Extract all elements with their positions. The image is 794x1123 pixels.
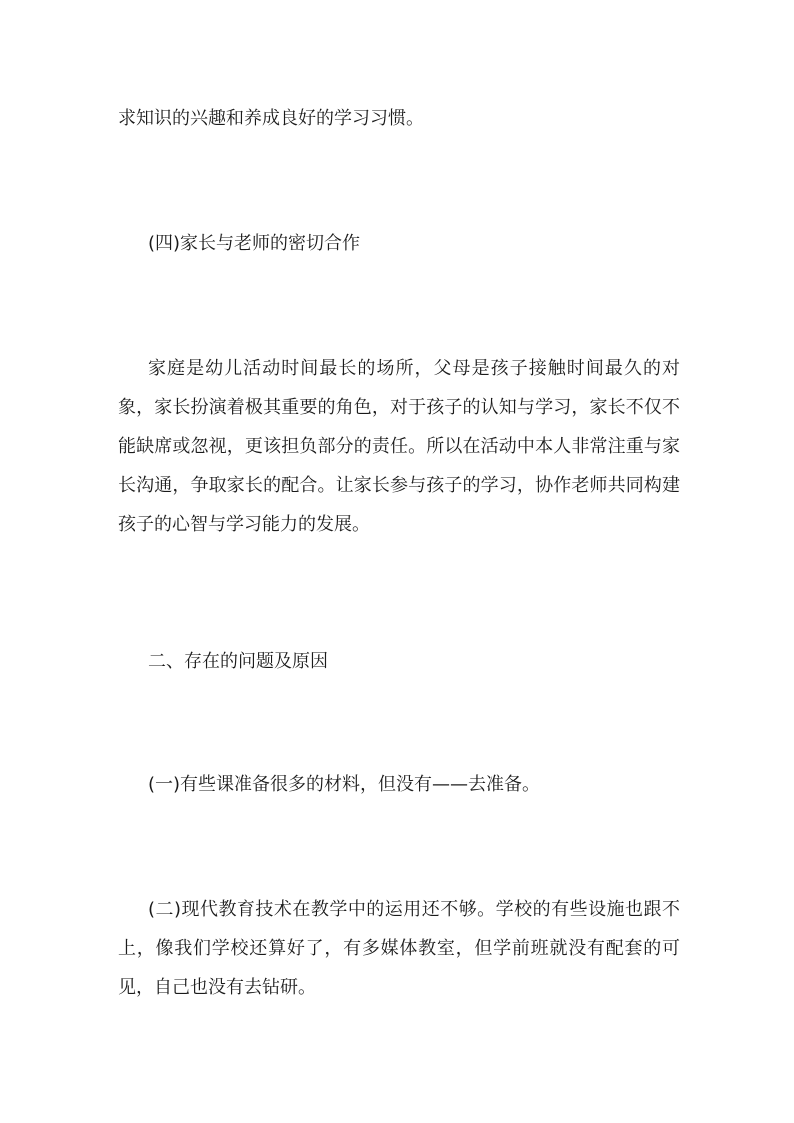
paragraph-continuation: 求知识的兴趣和养成良好的学习习惯。: [118, 108, 424, 129]
paragraph-family-cooperation: 家庭是幼儿活动时间最长的场所，父母是孩子接触时间最久的对象，家长扮演着极其重要的角色，对于孩子的认知与学习，家长不仅不能缺席或忽视，更该担负部分的责任。所以在活动中本人非常注重与家长沟通，争取家长的配合。让家长参与孩子的学习，协作老师共同构建孩子的心智与学习能力的发展。: [118, 358, 680, 535]
section-heading-problems: 二、存在的问题及原因: [148, 651, 328, 672]
problem-item-1: (一)有些课准备很多的材料，但没有——去准备。: [148, 774, 541, 795]
section-heading-4: (四)家长与老师的密切合作: [148, 233, 361, 254]
problem-item-2: (二)现代教育技术在教学中的运用还不够。学校的有些设施也跟不上，像我们学校还算好了，有多媒体教室，但学前班就没有配套的可见，自己也没有去钻研。: [118, 899, 680, 998]
